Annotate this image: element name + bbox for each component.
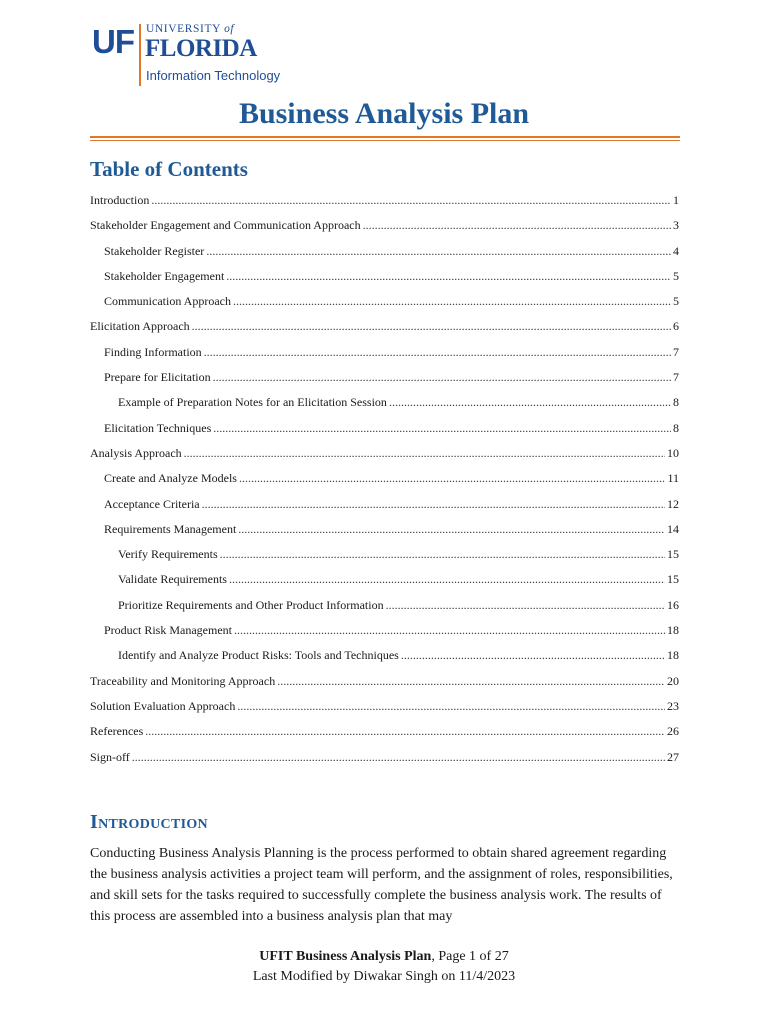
toc-entry[interactable]: [90, 643, 679, 668]
toc-leader-dots: [229, 567, 665, 592]
toc-entry-label: Requirements Management: [104, 521, 237, 536]
toc-entry-label: Stakeholder Register: [104, 243, 205, 258]
logo-university-line: [146, 24, 234, 36]
toc-entry-page: 15: [667, 572, 679, 587]
toc-entry-label: Stakeholder Engagement: [104, 268, 225, 283]
toc-entry-page: 6: [673, 319, 679, 334]
footer-last-modified: Last Modified by Diwakar Singh on 11/4/2023: [252, 969, 516, 984]
toc-entry[interactable]: [90, 441, 679, 466]
toc-entry-page: 12: [667, 496, 679, 511]
toc-entry[interactable]: [90, 466, 679, 491]
toc-leader-dots: [226, 264, 671, 289]
toc-entry-label: Solution Evaluation Approach: [90, 698, 236, 713]
toc-entry[interactable]: [90, 492, 679, 517]
toc-leader-dots: [220, 542, 665, 567]
document-title: Business Analysis Plan: [238, 97, 530, 130]
introduction-paragraph: Conducting Business Analysis Planning is the process performed to obtain shared agreement regarding the business analysis activities a project team will perform, and the assignment of roles, responsibilities, and skill sets for the tasks required to successfully complete the business analysis work. The results of this process are assembled into a business analysis plan that may: [90, 846, 673, 924]
toc-entry[interactable]: [90, 390, 679, 415]
toc-leader-dots: [132, 745, 665, 770]
toc-leader-dots: [213, 416, 671, 441]
toc-entry[interactable]: [90, 314, 679, 339]
toc-entry-label: Stakeholder Engagement and Communication Approach: [90, 218, 361, 233]
toc-entry-label: Example of Preparation Notes for an Elicitation Session: [118, 395, 387, 410]
toc-entry-page: 3: [673, 218, 679, 233]
table-of-contents: [90, 188, 679, 770]
logo-divider: [139, 24, 141, 86]
toc-entry-label: Analysis Approach: [90, 445, 182, 460]
toc-leader-dots: [401, 643, 665, 668]
toc-entry-label: Product Risk Management: [104, 623, 232, 638]
logo-university: UNIVERSITY: [146, 23, 221, 35]
toc-entry-page: 26: [667, 724, 679, 739]
toc-entry-label: Introduction: [90, 193, 150, 207]
toc-entry-page: 11: [667, 471, 679, 486]
uf-it-logo: [92, 22, 312, 88]
toc-entry-label: Communication Approach: [104, 294, 231, 309]
toc-entry[interactable]: [90, 264, 679, 289]
title-rule: [90, 136, 680, 138]
toc-entry-label: Elicitation Approach: [90, 319, 190, 334]
toc-leader-dots: [386, 593, 665, 618]
toc-entry[interactable]: [90, 719, 679, 744]
toc-entry[interactable]: [90, 188, 679, 213]
toc-entry-label: Elicitation Techniques: [104, 420, 212, 435]
toc-leader-dots: [202, 492, 665, 517]
toc-entry-label: Create and Analyze Models: [104, 471, 237, 486]
logo-unit: Information Technology: [146, 68, 281, 83]
toc-leader-dots: [145, 719, 665, 744]
toc-leader-dots: [389, 390, 671, 415]
logo-uf-mark: UF: [92, 23, 134, 60]
toc-entry-page: 1: [673, 193, 679, 207]
toc-leader-dots: [206, 239, 671, 264]
toc-entry[interactable]: [90, 340, 679, 365]
toc-leader-dots: [192, 314, 671, 339]
toc-leader-dots: [277, 669, 665, 694]
toc-entry-page: 7: [673, 370, 679, 385]
toc-entry-page: 8: [673, 420, 679, 435]
toc-heading: Table of Contents: [90, 157, 248, 181]
toc-entry-label: References: [90, 724, 144, 739]
toc-entry-label: Sign-off: [90, 749, 130, 764]
toc-leader-dots: [233, 289, 671, 314]
toc-leader-dots: [238, 517, 665, 542]
toc-entry-page: 7: [673, 344, 679, 359]
toc-entry[interactable]: [90, 542, 679, 567]
introduction-heading: Introduction: [90, 811, 208, 833]
toc-entry-label: Identify and Analyze Product Risks: Tools and Techniques: [118, 648, 399, 663]
toc-entry-page: 20: [667, 673, 679, 688]
toc-entry[interactable]: [90, 618, 679, 643]
toc-entry[interactable]: [90, 213, 679, 238]
toc-entry[interactable]: [90, 365, 679, 390]
toc-leader-dots: [237, 694, 665, 719]
toc-leader-dots: [151, 188, 671, 213]
toc-entry-page: 18: [667, 648, 679, 663]
toc-leader-dots: [184, 441, 665, 466]
toc-entry-page: 27: [667, 749, 679, 764]
toc-entry[interactable]: [90, 593, 679, 618]
logo-of: of: [224, 23, 235, 35]
page-footer: [0, 947, 768, 987]
toc-entry-label: Acceptance Criteria: [104, 496, 200, 511]
title-rule-thin: [90, 140, 680, 141]
toc-entry[interactable]: [90, 416, 679, 441]
toc-entry-page: 16: [667, 597, 679, 612]
footer-page-number: , Page 1 of 27: [431, 949, 509, 964]
footer-line-1: [0, 947, 768, 967]
toc-leader-dots: [234, 618, 665, 643]
toc-entry[interactable]: [90, 239, 679, 264]
toc-entry-page: 14: [667, 521, 679, 536]
toc-entry-page: 18: [667, 623, 679, 638]
toc-leader-dots: [213, 365, 671, 390]
toc-entry-page: 4: [673, 243, 679, 258]
toc-entry-page: 8: [673, 395, 679, 410]
toc-entry[interactable]: [90, 517, 679, 542]
toc-entry-label: Prepare for Elicitation: [104, 370, 211, 385]
toc-leader-dots: [363, 213, 671, 238]
toc-entry-page: 5: [673, 294, 679, 309]
toc-entry-label: Finding Information: [104, 344, 202, 359]
toc-leader-dots: [239, 466, 665, 491]
toc-entry-page: 5: [673, 268, 679, 283]
footer-doc-name: UFIT Business Analysis Plan: [259, 949, 432, 964]
toc-leader-dots: [204, 340, 671, 365]
toc-entry-label: Traceability and Monitoring Approach: [90, 673, 276, 688]
toc-entry[interactable]: [90, 289, 679, 314]
toc-entry[interactable]: [90, 567, 679, 592]
toc-entry-page: 10: [667, 445, 679, 460]
toc-entry-label: Verify Requirements: [118, 547, 218, 562]
toc-entry-label: Validate Requirements: [118, 572, 227, 587]
toc-entry-page: 23: [667, 698, 679, 713]
logo-florida: FLORIDA: [145, 35, 257, 62]
toc-entry-page: 15: [667, 547, 679, 562]
toc-entry[interactable]: [90, 694, 679, 719]
toc-entry[interactable]: [90, 669, 679, 694]
toc-entry[interactable]: [90, 745, 679, 770]
toc-entry-label: Prioritize Requirements and Other Product Information: [118, 597, 384, 612]
